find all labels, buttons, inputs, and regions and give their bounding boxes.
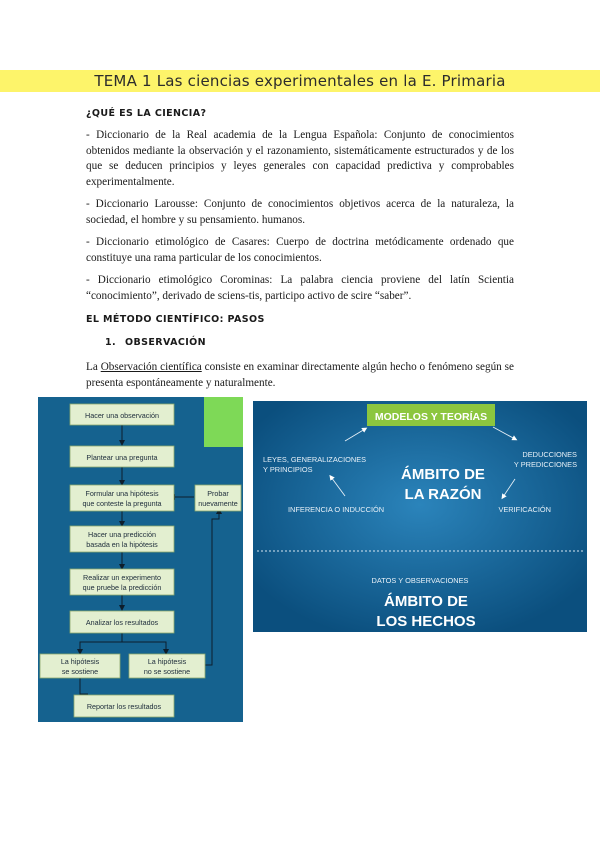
flow-step-2: Plantear una pregunta [86, 453, 158, 462]
observation-link[interactable]: Observación científica [100, 361, 202, 373]
flow-retry-b: nuevamente [198, 499, 238, 508]
section-heading-ciencia: ¿QUÉ ES LA CIENCIA? [86, 108, 207, 119]
diag-facts-b: LOS HECHOS [376, 613, 476, 630]
subsection-number: 1. [105, 337, 117, 348]
flow-retry-a: Probar [207, 489, 229, 498]
flow-step-3b: que conteste la pregunta [82, 499, 162, 508]
flow-step-5b: que pruebe la predicción [82, 583, 162, 592]
paragraph-observacion [86, 360, 514, 391]
flow-step-4b: basada en la hipótesis [86, 540, 158, 549]
diag-right-a: DEDUCCIONES [522, 450, 577, 459]
diag-facts-a: ÁMBITO DE [384, 593, 468, 610]
subsection-heading-observacion [105, 337, 206, 348]
diag-left-b: Y PRINCIPIOS [263, 465, 313, 474]
flowchart-svg [38, 397, 243, 722]
diag-verification: VERIFICACIÓN [498, 505, 551, 514]
paragraph-casares: - Diccionario etimológico de Casares: Cuerpo de doctrina metódicamente ordenado que constituye una rama particular de los conocimientos. [86, 236, 514, 264]
diag-left-a: LEYES, GENERALIZACIONES [263, 455, 367, 464]
flow-yes-b: se sostiene [61, 667, 99, 676]
diag-data: DATOS Y OBSERVACIONES [371, 576, 469, 585]
flow-step-1: Hacer una observación [85, 411, 159, 420]
flow-step-4a: Hacer una predicción [88, 530, 156, 539]
observation-rest: consiste en examinar directamente algún hecho o fenómeno según se presenta espontáneamente y naturalmente. [86, 361, 514, 389]
flow-report: Reportar los resultados [86, 702, 162, 711]
diag-right-b: Y PREDICCIONES [513, 460, 577, 469]
flow-no-b: no se sostiene [143, 667, 191, 676]
paragraph-corominas: - Diccionario etimológico Corominas: La palabra ciencia proviene del latín Scientia “conocimiento”, derivado de sciens-tis, participo activo de scire “saber”. [86, 274, 514, 302]
diagram-banner-text: MODELOS Y TEORÍAS [374, 411, 488, 423]
subsection-label: OBSERVACIÓN [125, 337, 206, 348]
diagram-svg [253, 401, 587, 632]
flow-no-a: La hipótesis [147, 657, 187, 666]
section-heading-metodo: EL MÉTODO CIENTÍFICO: PASOS [86, 314, 265, 325]
diag-induction: INFERENCIA O INDUCCIÓN [288, 505, 385, 514]
page-title: TEMA 1 Las ciencias experimentales en la E. Primaria [94, 72, 506, 90]
scientific-method-flowchart [38, 397, 243, 722]
diag-reason-b: LA RAZÓN [404, 486, 482, 503]
paragraph-larousse: - Diccionario Larousse: Conjunto de conocimientos objetivos acerca de la naturaleza, la sociedad, el hombre y su pensamiento. humanos. [86, 198, 514, 226]
flow-step-3a: Formular una hipótesis [85, 489, 159, 498]
arrow-no [122, 642, 166, 652]
reason-facts-diagram [253, 401, 587, 632]
flow-yes-a: La hipótesis [60, 657, 100, 666]
arrow-report-left [80, 678, 88, 694]
arrow-retry-up [203, 511, 219, 665]
arrow-yes [80, 633, 122, 652]
flow-step-6: Analizar los resultados [85, 618, 159, 627]
observation-prefix: La [86, 361, 101, 373]
flow-step-5a: Realizar un experimento [83, 573, 161, 582]
diag-reason-a: ÁMBITO DE [401, 466, 485, 483]
paragraph-rae: - Diccionario de la Real academia de la Lengua Española: Conjunto de conocimientos obtenidos mediante la observación y el razonamiento, sistemáticamente estructurados y de los que se deducen principios y leyes generales con capacidad predictiva y comprobables experimentalmente. [86, 129, 514, 188]
